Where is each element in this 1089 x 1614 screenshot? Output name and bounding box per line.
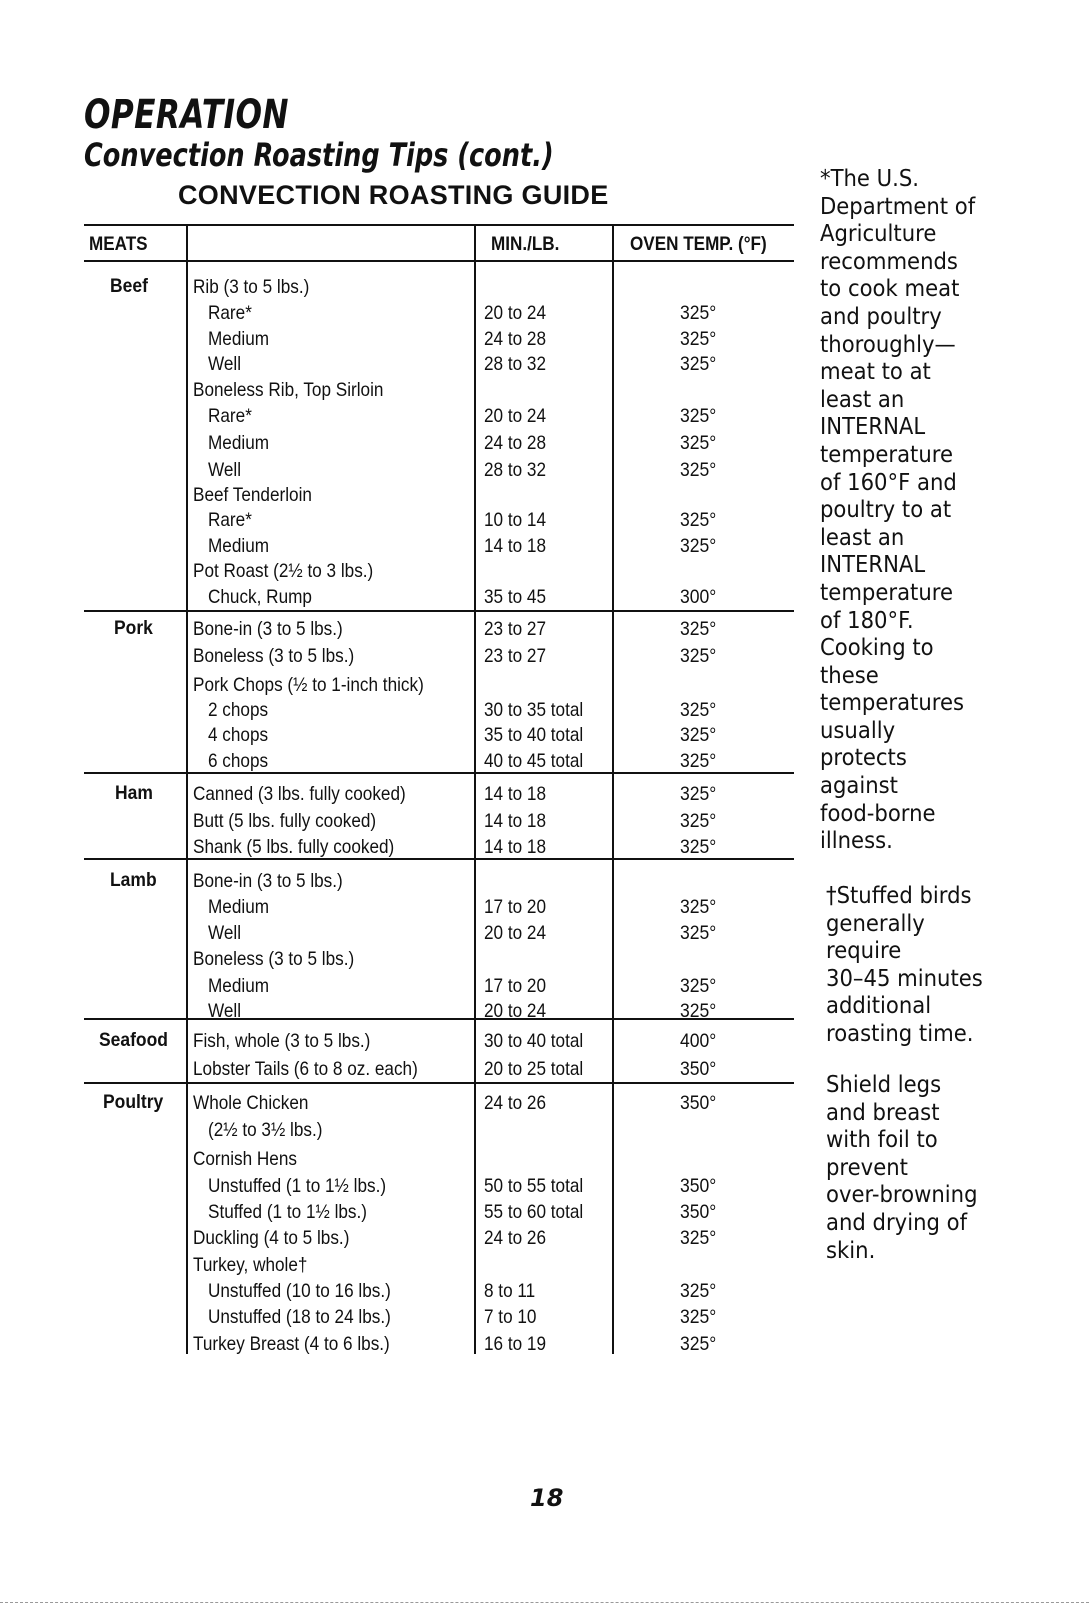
meat-category: Seafood — [99, 1030, 168, 1051]
cut-description: Well — [208, 353, 242, 375]
note-line: recommends — [820, 248, 958, 275]
minutes-per-lb: 14 to 18 — [484, 836, 547, 858]
oven-temperature: 325° — [680, 645, 717, 667]
oven-temperature: 325° — [680, 459, 717, 481]
minutes-per-lb: 20 to 25 total — [484, 1058, 584, 1080]
oven-temperature: 325° — [680, 783, 717, 805]
meat-category: Beef — [110, 276, 148, 297]
minutes-per-lb: 50 to 55 total — [484, 1175, 584, 1197]
minutes-per-lb: 35 to 45 — [484, 586, 547, 608]
oven-temperature: 325° — [680, 699, 717, 721]
cut-description: Duckling (4 to 5 lbs.) — [193, 1227, 350, 1249]
table-top-rule — [84, 224, 794, 226]
minutes-per-lb: 23 to 27 — [484, 645, 547, 667]
page-bottom-edge — [0, 1602, 1089, 1603]
cut-description: Boneless (3 to 5 lbs.) — [193, 645, 355, 667]
cut-description: (2½ to 3½ lbs.) — [208, 1119, 323, 1141]
guide-title: CONVECTION ROASTING GUIDE — [178, 180, 609, 210]
cut-description: Rib (3 to 5 lbs.) — [193, 276, 310, 298]
minutes-per-lb: 24 to 28 — [484, 328, 547, 350]
note-line: thoroughly— — [820, 331, 956, 358]
note-line: temperature — [820, 579, 954, 606]
minutes-per-lb: 30 to 35 total — [484, 699, 584, 721]
oven-temperature: 350° — [680, 1201, 717, 1223]
note-line: †Stuffed birds — [826, 883, 972, 909]
cut-description: Unstuffed (1 to 1½ lbs.) — [208, 1175, 387, 1197]
note-line: generally — [826, 910, 925, 937]
note-line: INTERNAL — [820, 414, 926, 441]
stuffed-birds-footnote — [826, 883, 996, 1049]
note-line: and breast — [826, 1099, 940, 1126]
note-line: of 180°F. — [820, 607, 914, 634]
minutes-per-lb: 40 to 45 total — [484, 750, 584, 772]
minutes-per-lb: 17 to 20 — [484, 975, 547, 997]
note-line: over-browning — [826, 1182, 978, 1209]
cut-description: Boneless (3 to 5 lbs.) — [193, 948, 355, 970]
note-line: skin. — [826, 1237, 876, 1264]
page-number: 18 — [530, 1484, 564, 1512]
oven-temperature: 325° — [680, 353, 717, 375]
note-line: of 160°F and — [820, 469, 957, 496]
cut-description: Well — [208, 1000, 242, 1022]
oven-temperature: 325° — [680, 836, 717, 858]
note-line: usually — [820, 717, 896, 744]
note-line: protects — [820, 745, 907, 772]
note-line: meat to at — [820, 359, 931, 386]
oven-temperature: 325° — [680, 618, 717, 640]
note-line: least an — [820, 386, 905, 413]
cut-description: 2 chops — [208, 699, 269, 721]
oven-temperature: 400° — [680, 1030, 717, 1052]
meat-category: Pork — [114, 618, 153, 639]
cut-description: Unstuffed (10 to 16 lbs.) — [208, 1280, 391, 1302]
oven-temperature: 325° — [680, 302, 717, 324]
cut-description: Pot Roast (2½ to 3 lbs.) — [193, 560, 374, 582]
note-line: Department of — [820, 193, 976, 220]
minutes-per-lb: 28 to 32 — [484, 459, 547, 481]
cut-description: Shank (5 lbs. fully cooked) — [193, 836, 395, 858]
cut-description: Beef Tenderloin — [193, 484, 312, 506]
note-line: against — [820, 773, 898, 800]
cut-description: Medium — [208, 896, 270, 918]
minutes-per-lb: 24 to 26 — [484, 1227, 547, 1249]
oven-temperature: 325° — [680, 975, 717, 997]
note-line: temperatures — [820, 690, 965, 717]
note-line: these — [820, 662, 879, 689]
cut-description: Chuck, Rump — [208, 586, 312, 608]
note-line: *The U.S. — [820, 166, 920, 192]
note-line: and drying of — [826, 1209, 968, 1236]
oven-temperature: 325° — [680, 535, 717, 557]
minutes-per-lb: 24 to 26 — [484, 1092, 547, 1114]
minutes-per-lb: 16 to 19 — [484, 1333, 547, 1355]
table-row — [0, 1333, 1089, 1359]
cut-description: Well — [208, 922, 242, 944]
note-line: and poultry — [820, 303, 942, 330]
oven-temperature: 325° — [680, 810, 717, 832]
oven-temperature: 325° — [680, 724, 717, 746]
cut-description: Turkey Breast (4 to 6 lbs.) — [193, 1333, 390, 1355]
section-title: OPERATION — [84, 92, 289, 138]
oven-temperature: 325° — [680, 922, 717, 944]
minutes-per-lb: 10 to 14 — [484, 509, 547, 531]
minutes-per-lb: 20 to 24 — [484, 302, 547, 324]
minutes-per-lb: 55 to 60 total — [484, 1201, 584, 1223]
meat-category: Poultry — [103, 1092, 164, 1113]
oven-temperature: 325° — [680, 1227, 717, 1249]
cut-description: Bone-in (3 to 5 lbs.) — [193, 618, 343, 640]
cut-description: 4 chops — [208, 724, 269, 746]
note-line: Agriculture — [820, 221, 937, 248]
oven-temperature: 325° — [680, 328, 717, 350]
cut-description: Lobster Tails (6 to 8 oz. each) — [193, 1058, 418, 1080]
minutes-per-lb: 28 to 32 — [484, 353, 547, 375]
cut-description: Unstuffed (18 to 24 lbs.) — [208, 1306, 391, 1328]
column-header-min-per-lb: MIN./LB. — [491, 234, 560, 255]
minutes-per-lb: 8 to 11 — [484, 1280, 536, 1302]
oven-temperature: 325° — [680, 1306, 717, 1328]
cut-description: Turkey, whole† — [193, 1254, 308, 1276]
meat-category: Lamb — [110, 870, 157, 891]
note-line: to cook meat — [820, 276, 960, 303]
minutes-per-lb: 14 to 18 — [484, 810, 547, 832]
minutes-per-lb: 14 to 18 — [484, 535, 547, 557]
subsection-title: Convection Roasting Tips (cont.) — [84, 136, 554, 174]
cut-description: Butt (5 lbs. fully cooked) — [193, 810, 377, 832]
note-line: Cooking to — [820, 635, 934, 662]
cut-description: Stuffed (1 to 1½ lbs.) — [208, 1201, 367, 1223]
minutes-per-lb: 20 to 24 — [484, 405, 547, 427]
cut-description: Medium — [208, 535, 270, 557]
note-line: with foil to — [826, 1127, 938, 1154]
cut-description: 6 chops — [208, 750, 269, 772]
table-row — [0, 1280, 1089, 1306]
minutes-per-lb: 23 to 27 — [484, 618, 547, 640]
shield-legs-tip — [826, 1072, 991, 1265]
oven-temperature: 325° — [680, 1000, 717, 1022]
cut-description: Fish, whole (3 to 5 lbs.) — [193, 1030, 371, 1052]
oven-temperature: 325° — [680, 750, 717, 772]
oven-temperature: 325° — [680, 896, 717, 918]
note-line: additional — [826, 993, 932, 1020]
minutes-per-lb: 24 to 28 — [484, 432, 547, 454]
note-line: require — [826, 938, 902, 965]
cut-description: Bone-in (3 to 5 lbs.) — [193, 870, 343, 892]
column-header-meats: MEATS — [89, 234, 148, 255]
oven-temperature: 325° — [680, 432, 717, 454]
minutes-per-lb: 7 to 10 — [484, 1306, 537, 1328]
minutes-per-lb: 14 to 18 — [484, 783, 547, 805]
cut-description: Medium — [208, 975, 270, 997]
table-row — [0, 1306, 1089, 1332]
cut-description: Well — [208, 459, 242, 481]
cut-description: Cornish Hens — [193, 1148, 297, 1170]
note-line: prevent — [826, 1154, 908, 1181]
minutes-per-lb: 35 to 40 total — [484, 724, 584, 746]
minutes-per-lb: 20 to 24 — [484, 1000, 547, 1022]
header-bottom-rule — [84, 260, 794, 262]
note-line: illness. — [820, 828, 893, 855]
note-line: Shield legs — [826, 1072, 942, 1098]
cut-description: Medium — [208, 328, 270, 350]
note-line: INTERNAL — [820, 552, 926, 579]
usda-footnote — [820, 166, 989, 856]
minutes-per-lb: 17 to 20 — [484, 896, 547, 918]
note-line: least an — [820, 524, 905, 551]
oven-temperature: 350° — [680, 1092, 717, 1114]
meat-category: Ham — [115, 783, 153, 804]
cut-description: Pork Chops (½ to 1-inch thick) — [193, 674, 424, 696]
note-line: food-borne — [820, 800, 936, 827]
oven-temperature: 350° — [680, 1175, 717, 1197]
oven-temperature: 325° — [680, 405, 717, 427]
cut-description: Rare* — [208, 405, 252, 427]
minutes-per-lb: 20 to 24 — [484, 922, 547, 944]
note-line: roasting time. — [826, 1020, 974, 1047]
cut-description: Canned (3 lbs. fully cooked) — [193, 783, 406, 805]
cut-description: Boneless Rib, Top Sirloin — [193, 379, 384, 401]
cut-description: Rare* — [208, 302, 252, 324]
note-line: 30–45 minutes — [826, 965, 983, 992]
note-line: temperature — [820, 441, 954, 468]
oven-temperature: 325° — [680, 1280, 717, 1302]
oven-temperature: 325° — [680, 1333, 717, 1355]
cut-description: Medium — [208, 432, 270, 454]
cut-description: Rare* — [208, 509, 252, 531]
oven-temperature: 325° — [680, 509, 717, 531]
note-line: poultry to at — [820, 497, 952, 524]
oven-temperature: 300° — [680, 586, 717, 608]
cut-description: Whole Chicken — [193, 1092, 309, 1114]
minutes-per-lb: 30 to 40 total — [484, 1030, 584, 1052]
oven-temperature: 350° — [680, 1058, 717, 1080]
column-header-oven-temp: OVEN TEMP. (°F) — [630, 234, 767, 255]
